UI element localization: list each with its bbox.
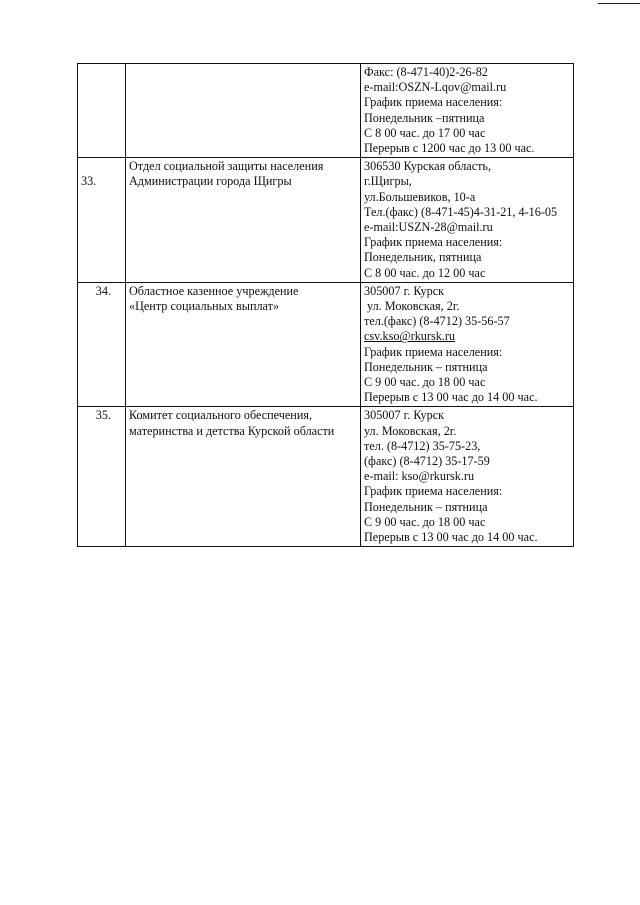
info-cell	[361, 407, 574, 547]
schedule-days: Понедельник – пятница	[364, 359, 488, 374]
organization-cell	[126, 64, 361, 158]
schedule-days: Понедельник – пятница	[364, 499, 488, 514]
schedule-heading: График приема населения:	[364, 95, 503, 110]
email-line: e-mail:USZN-28@mail.ru	[364, 220, 493, 235]
email-link[interactable]: csv.kso@rkursk.ru	[364, 329, 455, 344]
row-number: 35.	[95, 408, 111, 423]
organization-name-line: Администрации города Щигры	[129, 174, 292, 189]
table-row	[78, 282, 574, 407]
organization-name-line: «Центр социальных выплат»	[129, 299, 280, 314]
organization-name-line: Областное казенное учреждение	[129, 283, 299, 298]
top-edge-mark	[598, 3, 640, 4]
organization-name-line: материнства и детства Курской области	[129, 423, 335, 438]
info-cell	[361, 158, 574, 283]
organization-cell	[126, 282, 361, 407]
table-row	[78, 64, 574, 158]
schedule-hours: С 8 00 час. до 17 00 час	[364, 125, 486, 140]
organization-name-line: Комитет социального обеспечения,	[129, 408, 313, 423]
address-line: г.Щигры,	[364, 174, 412, 189]
address-line: 306530 Курская область,	[364, 159, 492, 174]
fax-line: Факс: (8-471-40)2-26-82	[364, 65, 488, 79]
schedule-hours: С 8 00 час. до 12 00 час	[364, 265, 486, 280]
schedule-heading: График приема населения:	[364, 484, 503, 499]
schedule-heading: График приема населения:	[364, 235, 503, 250]
schedule-break: Перерыв с 13 00 час до 14 00 час.	[364, 390, 538, 405]
table-row	[78, 407, 574, 547]
phone-line: тел. (8-4712) 35-75-23,	[364, 438, 481, 453]
organization-cell	[126, 407, 361, 547]
email-line: e-mail:OSZN-Lqov@mail.ru	[364, 80, 507, 95]
schedule-break: Перерыв с 1200 час до 13 00 час.	[364, 141, 535, 156]
row-number-cell	[78, 158, 126, 283]
table-row	[78, 158, 574, 283]
schedule-heading: График приема населения:	[364, 344, 503, 359]
schedule-days: Понедельник, пятница	[364, 250, 482, 265]
phone-line: Тел.(факс) (8-471-45)4-31-21, 4-16-05	[364, 204, 558, 219]
organization-name-line: Отдел социальной защиты населения	[129, 159, 324, 174]
organization-cell	[126, 158, 361, 283]
schedule-break: Перерыв с 13 00 час до 14 00 час.	[364, 530, 538, 545]
contacts-table	[77, 63, 574, 547]
address-line: ул. Моковская, 2г.	[364, 423, 457, 438]
schedule-days: Понедельник –пятница	[364, 110, 485, 125]
schedule-hours: С 9 00 час. до 18 00 час	[364, 514, 486, 529]
row-number: 34.	[95, 283, 111, 298]
info-cell	[361, 64, 574, 158]
row-number-cell	[78, 64, 126, 158]
row-number: 33.	[81, 174, 97, 189]
info-cell	[361, 282, 574, 407]
address-line: 305007 г. Курск	[364, 283, 445, 298]
email-line: e-mail: kso@rkursk.ru	[364, 469, 475, 484]
schedule-hours: С 9 00 час. до 18 00 час	[364, 375, 486, 390]
fax-line: (факс) (8-4712) 35-17-59	[364, 454, 490, 469]
address-line: ул.Большевиков, 10-а	[364, 189, 476, 204]
row-number-cell	[78, 282, 126, 407]
row-number-cell	[78, 407, 126, 547]
address-line: 305007 г. Курск	[364, 408, 445, 423]
phone-line: тел.(факс) (8-4712) 35-56-57	[364, 314, 510, 329]
address-line: ул. Моковская, 2г.	[364, 299, 460, 314]
